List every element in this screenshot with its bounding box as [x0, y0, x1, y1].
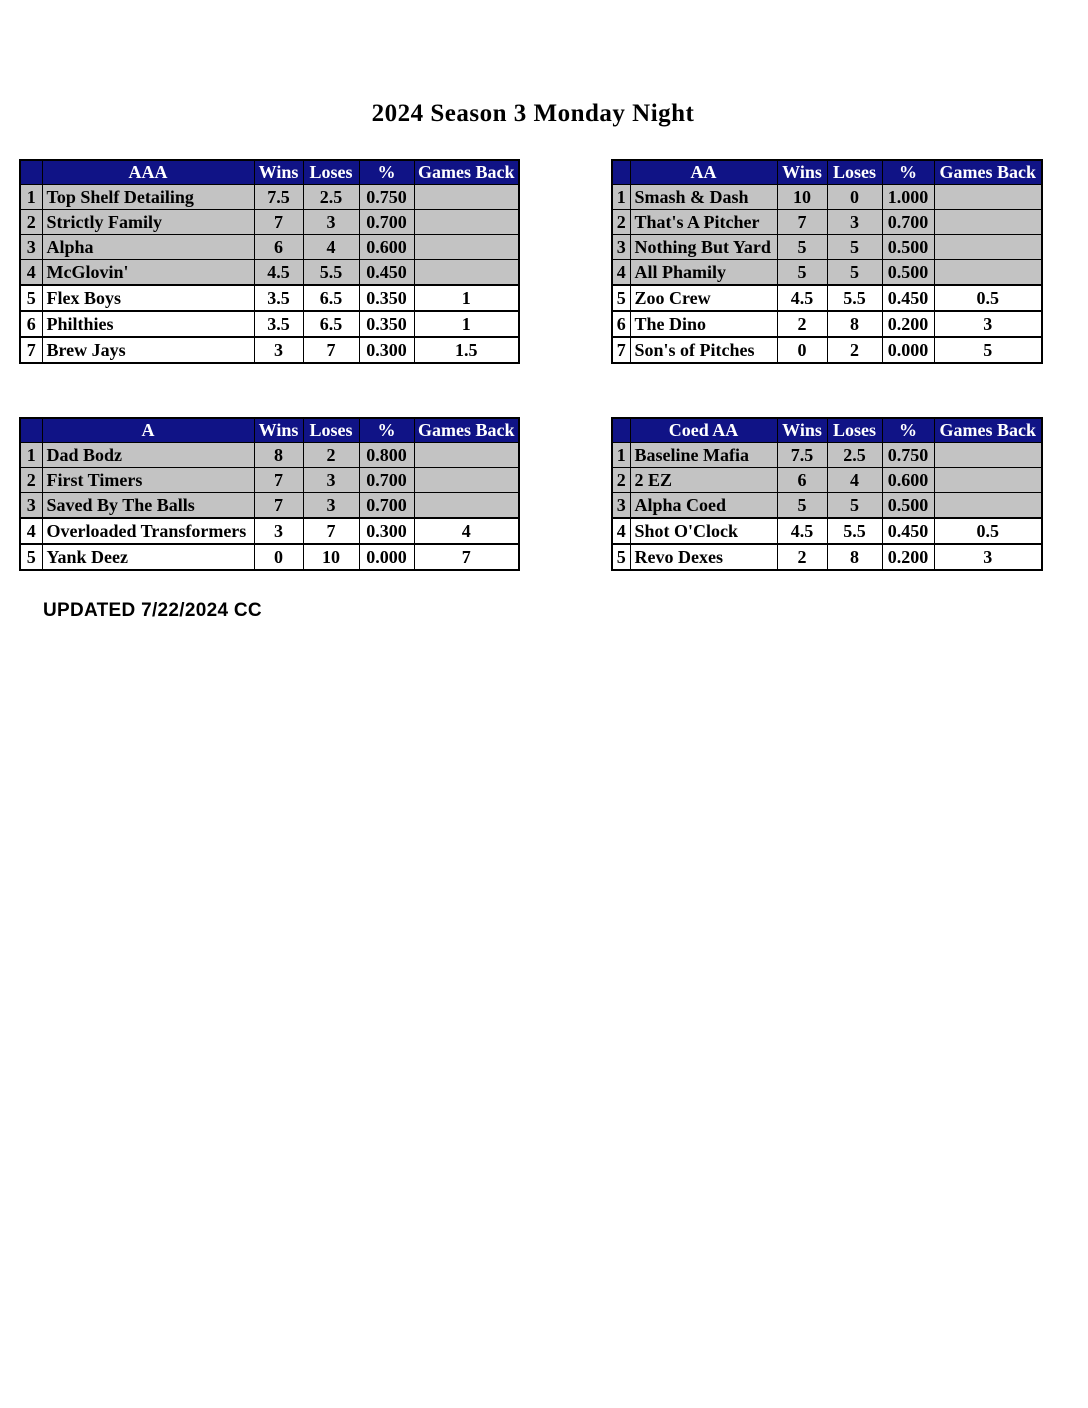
table-row	[612, 518, 1042, 544]
rank-cell: 5	[20, 544, 42, 570]
games-back-cell: 0.5	[934, 285, 1042, 311]
pct-cell: 0.700	[882, 210, 934, 235]
rank-cell: 1	[20, 443, 42, 468]
rank-cell: 4	[20, 260, 42, 286]
rank-header-cell	[612, 418, 630, 443]
column-header-games-back: Games Back	[934, 418, 1042, 443]
column-header-games-back: Games Back	[414, 418, 519, 443]
column-header-loses: Loses	[827, 418, 882, 443]
pct-cell: 0.500	[882, 235, 934, 260]
team-cell: Shot O'Clock	[630, 518, 777, 544]
team-cell: Philthies	[42, 311, 254, 337]
games-back-cell: 7	[414, 544, 519, 570]
rank-cell: 1	[20, 185, 42, 210]
rank-cell: 5	[612, 285, 630, 311]
wins-cell: 7	[254, 493, 303, 519]
games-back-cell: 4	[414, 518, 519, 544]
pct-cell: 0.800	[359, 443, 414, 468]
games-back-cell: 1.5	[414, 337, 519, 363]
table-row	[612, 443, 1042, 468]
table-row	[612, 285, 1042, 311]
team-cell: Yank Deez	[42, 544, 254, 570]
wins-cell: 6	[777, 468, 827, 493]
games-back-cell	[414, 443, 519, 468]
loses-cell: 5.5	[827, 285, 882, 311]
standings-table-aa	[611, 159, 1043, 364]
pct-cell: 0.200	[882, 311, 934, 337]
table-row	[612, 311, 1042, 337]
rank-cell: 5	[20, 285, 42, 311]
loses-cell: 5.5	[827, 518, 882, 544]
wins-cell: 5	[777, 260, 827, 286]
loses-cell: 4	[827, 468, 882, 493]
games-back-cell: 3	[934, 311, 1042, 337]
team-cell: Overloaded Transformers	[42, 518, 254, 544]
wins-cell: 0	[777, 337, 827, 363]
rank-cell: 1	[612, 443, 630, 468]
pct-cell: 0.450	[882, 518, 934, 544]
table-row	[612, 544, 1042, 570]
column-header-wins: Wins	[254, 160, 303, 185]
rank-cell: 3	[20, 235, 42, 260]
rank-cell: 4	[20, 518, 42, 544]
games-back-cell	[414, 235, 519, 260]
loses-cell: 2.5	[303, 185, 359, 210]
loses-cell: 5	[827, 235, 882, 260]
wins-cell: 7	[254, 468, 303, 493]
table-row	[20, 493, 519, 519]
rank-header-cell	[20, 418, 42, 443]
games-back-cell	[934, 468, 1042, 493]
wins-cell: 7	[254, 210, 303, 235]
wins-cell: 3	[254, 337, 303, 363]
team-cell: Alpha Coed	[630, 493, 777, 519]
table-row	[612, 468, 1042, 493]
team-cell: Smash & Dash	[630, 185, 777, 210]
column-header-loses: Loses	[303, 418, 359, 443]
pct-cell: 0.350	[359, 311, 414, 337]
rank-cell: 7	[20, 337, 42, 363]
table-row	[20, 337, 519, 363]
games-back-cell: 1	[414, 311, 519, 337]
team-cell: Nothing But Yard	[630, 235, 777, 260]
games-back-cell: 3	[934, 544, 1042, 570]
pct-cell: 0.000	[359, 544, 414, 570]
table-row	[20, 443, 519, 468]
pct-cell: 0.500	[882, 260, 934, 286]
loses-cell: 6.5	[303, 311, 359, 337]
wins-cell: 5	[777, 235, 827, 260]
pct-cell: 0.300	[359, 337, 414, 363]
pct-cell: 0.300	[359, 518, 414, 544]
wins-cell: 4.5	[777, 518, 827, 544]
rank-cell: 6	[20, 311, 42, 337]
rank-header-cell	[612, 160, 630, 185]
games-back-cell	[414, 185, 519, 210]
table-row	[20, 185, 519, 210]
pct-cell: 0.450	[882, 285, 934, 311]
team-cell: Flex Boys	[42, 285, 254, 311]
league-header: AAA	[42, 160, 254, 185]
loses-cell: 2	[303, 443, 359, 468]
wins-cell: 10	[777, 185, 827, 210]
loses-cell: 8	[827, 544, 882, 570]
wins-cell: 0	[254, 544, 303, 570]
table-row	[612, 260, 1042, 286]
wins-cell: 2	[777, 311, 827, 337]
games-back-cell	[934, 443, 1042, 468]
updated-note: UPDATED 7/22/2024 CC	[43, 600, 262, 621]
column-header-wins: Wins	[777, 160, 827, 185]
pct-cell: 0.700	[359, 468, 414, 493]
header-row	[612, 418, 1042, 443]
table-row	[612, 493, 1042, 519]
wins-cell: 4.5	[254, 260, 303, 286]
table-row	[612, 337, 1042, 363]
pct-cell: 0.350	[359, 285, 414, 311]
table-row	[20, 468, 519, 493]
table-row	[20, 285, 519, 311]
page-title: 2024 Season 3 Monday Night	[371, 100, 695, 127]
pct-cell: 0.600	[882, 468, 934, 493]
rank-cell: 3	[612, 235, 630, 260]
loses-cell: 5	[827, 260, 882, 286]
team-cell: Zoo Crew	[630, 285, 777, 311]
column-header-wins: Wins	[254, 418, 303, 443]
table-row	[20, 210, 519, 235]
wins-cell: 3.5	[254, 311, 303, 337]
team-cell: First Timers	[42, 468, 254, 493]
loses-cell: 6.5	[303, 285, 359, 311]
team-cell: The Dino	[630, 311, 777, 337]
wins-cell: 7.5	[254, 185, 303, 210]
games-back-cell	[934, 185, 1042, 210]
column-header-pct: %	[359, 418, 414, 443]
loses-cell: 5.5	[303, 260, 359, 286]
table-row	[612, 235, 1042, 260]
rank-cell: 2	[612, 210, 630, 235]
loses-cell: 4	[303, 235, 359, 260]
games-back-cell	[414, 210, 519, 235]
rank-cell: 1	[612, 185, 630, 210]
pct-cell: 0.200	[882, 544, 934, 570]
loses-cell: 5	[827, 493, 882, 519]
wins-cell: 3	[254, 518, 303, 544]
header-row	[20, 160, 519, 185]
loses-cell: 0	[827, 185, 882, 210]
loses-cell: 2	[827, 337, 882, 363]
team-cell: Saved By The Balls	[42, 493, 254, 519]
games-back-cell: 0.5	[934, 518, 1042, 544]
wins-cell: 3.5	[254, 285, 303, 311]
table-row	[612, 210, 1042, 235]
rank-cell: 2	[20, 468, 42, 493]
team-cell: Top Shelf Detailing	[42, 185, 254, 210]
table-row	[612, 185, 1042, 210]
games-back-cell: 5	[934, 337, 1042, 363]
rank-cell: 2	[20, 210, 42, 235]
column-header-wins: Wins	[777, 418, 827, 443]
games-back-cell	[934, 235, 1042, 260]
rank-cell: 6	[612, 311, 630, 337]
league-header: A	[42, 418, 254, 443]
rank-cell: 3	[20, 493, 42, 519]
column-header-loses: Loses	[827, 160, 882, 185]
team-cell: Brew Jays	[42, 337, 254, 363]
loses-cell: 8	[827, 311, 882, 337]
team-cell: Dad Bodz	[42, 443, 254, 468]
column-header-games-back: Games Back	[414, 160, 519, 185]
wins-cell: 8	[254, 443, 303, 468]
header-row	[612, 160, 1042, 185]
pct-cell: 0.700	[359, 493, 414, 519]
rank-header-cell	[20, 160, 42, 185]
column-header-pct: %	[882, 160, 934, 185]
games-back-cell	[414, 260, 519, 286]
pct-cell: 0.000	[882, 337, 934, 363]
wins-cell: 2	[777, 544, 827, 570]
pct-cell: 0.600	[359, 235, 414, 260]
pct-cell: 0.750	[882, 443, 934, 468]
team-cell: That's A Pitcher	[630, 210, 777, 235]
standings-table-coed-aa	[611, 417, 1043, 571]
wins-cell: 5	[777, 493, 827, 519]
games-back-cell	[934, 493, 1042, 519]
column-header-loses: Loses	[303, 160, 359, 185]
rank-cell: 4	[612, 260, 630, 286]
games-back-cell	[414, 468, 519, 493]
team-cell: Alpha	[42, 235, 254, 260]
rank-cell: 5	[612, 544, 630, 570]
wins-cell: 6	[254, 235, 303, 260]
loses-cell: 2.5	[827, 443, 882, 468]
pct-cell: 0.450	[359, 260, 414, 286]
column-header-pct: %	[882, 418, 934, 443]
table-row	[20, 260, 519, 286]
table-row	[20, 235, 519, 260]
rank-cell: 7	[612, 337, 630, 363]
table-row	[20, 544, 519, 570]
rank-cell: 2	[612, 468, 630, 493]
games-back-cell: 1	[414, 285, 519, 311]
table-row	[20, 311, 519, 337]
league-header: AA	[630, 160, 777, 185]
loses-cell: 3	[303, 210, 359, 235]
wins-cell: 4.5	[777, 285, 827, 311]
pct-cell: 1.000	[882, 185, 934, 210]
wins-cell: 7	[777, 210, 827, 235]
games-back-cell	[414, 493, 519, 519]
pct-cell: 0.750	[359, 185, 414, 210]
games-back-cell	[934, 210, 1042, 235]
loses-cell: 7	[303, 518, 359, 544]
team-cell: Strictly Family	[42, 210, 254, 235]
team-cell: Revo Dexes	[630, 544, 777, 570]
loses-cell: 3	[303, 493, 359, 519]
games-back-cell	[934, 260, 1042, 286]
column-header-pct: %	[359, 160, 414, 185]
team-cell: All Phamily	[630, 260, 777, 286]
team-cell: 2 EZ	[630, 468, 777, 493]
loses-cell: 3	[303, 468, 359, 493]
team-cell: Baseline Mafia	[630, 443, 777, 468]
table-row	[20, 518, 519, 544]
rank-cell: 3	[612, 493, 630, 519]
wins-cell: 7.5	[777, 443, 827, 468]
rank-cell: 4	[612, 518, 630, 544]
loses-cell: 3	[827, 210, 882, 235]
loses-cell: 7	[303, 337, 359, 363]
pct-cell: 0.700	[359, 210, 414, 235]
team-cell: McGlovin'	[42, 260, 254, 286]
loses-cell: 10	[303, 544, 359, 570]
league-header: Coed AA	[630, 418, 777, 443]
team-cell: Son's of Pitches	[630, 337, 777, 363]
pct-cell: 0.500	[882, 493, 934, 519]
standings-table-aaa	[19, 159, 520, 364]
column-header-games-back: Games Back	[934, 160, 1042, 185]
header-row	[20, 418, 519, 443]
standings-table-a	[19, 417, 520, 571]
